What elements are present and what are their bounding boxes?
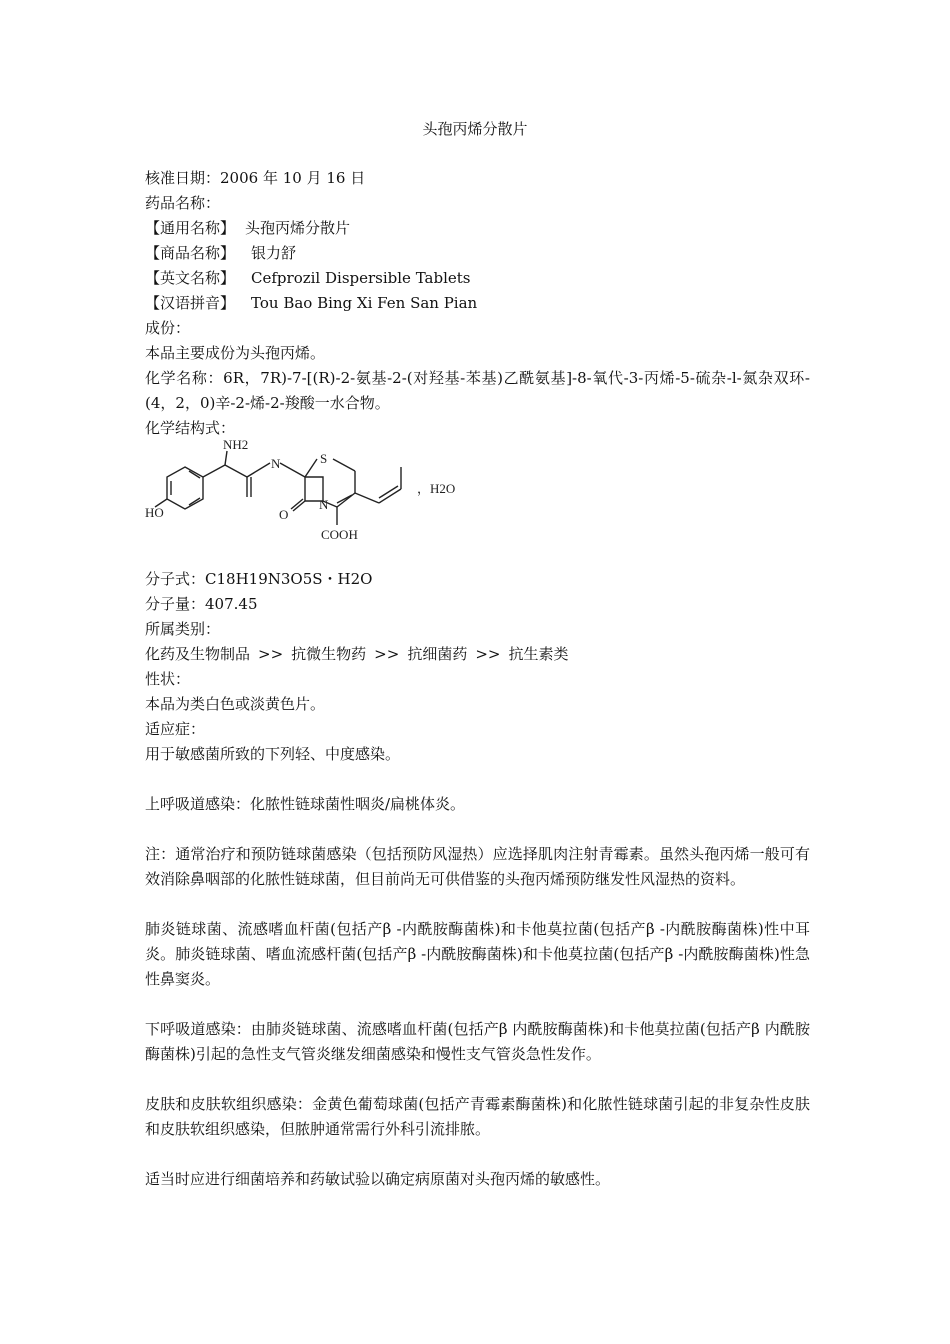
chemical-structure-figure	[145, 437, 810, 567]
indication-heading: 适应症：	[145, 720, 206, 738]
appearance-text: 本品为类白色或淡黄色片。	[145, 695, 326, 713]
category-item: 抗细菌药	[407, 645, 468, 663]
category-separator: >>	[374, 645, 400, 663]
label-s: S	[320, 451, 328, 466]
composition-heading: 成份：	[145, 319, 191, 337]
english-name-label: 【英文名称】	[145, 269, 236, 287]
molecular-formula: 分子式：C18H19N3O5S・H2O	[145, 570, 373, 588]
category-separator: >>	[475, 645, 501, 663]
category-path	[145, 642, 810, 667]
category-item: 抗生素类	[508, 645, 569, 663]
trade-name-row	[145, 241, 810, 266]
generic-name-value: 头孢丙烯分散片	[245, 219, 351, 237]
english-name-value: Cefprozil Dispersible Tablets	[251, 269, 471, 287]
label-n-amide: N	[271, 456, 281, 471]
label-n-ring: N	[319, 497, 329, 512]
document-title: 头孢丙烯分散片	[422, 120, 528, 138]
pinyin-name-row	[145, 291, 810, 316]
paragraph: 皮肤和皮肤软组织感染：金黄色葡萄球菌(包括产青霉素酶菌株)和化脓性链球菌引起的非复杂性皮肤和皮肤软组织感染，但脓肿通常需行外科引流排脓。	[145, 1095, 810, 1138]
chemical-name: 化学名称：6R，7R)-7-[(R)-2-氨基-2-(对羟基-苯基)乙酰氨基]-8-氧代-3-丙烯-5-硫杂-l-氮杂双环-(4，2，0)辛-2-烯-2-羧酸一水合物。	[145, 369, 810, 412]
trade-name-value: 银力舒	[251, 244, 297, 262]
paragraph: 肺炎链球菌、流感嗜血杆菌(包括产β -内酰胺酶菌株)和卡他莫拉菌(包括产β -内酰胺酶菌株)性中耳炎。肺炎链球菌、嗜血流感杆菌(包括产β -内酰胺酶菌株)和卡他莫拉菌(包括产β -内酰胺酶菌株)性急性鼻窦炎。	[145, 920, 810, 988]
label-nh2: NH2	[223, 437, 249, 452]
label-h2o: ，H2O	[417, 481, 456, 496]
approval-date: 核准日期：2006 年 10 月 16 日	[145, 169, 366, 187]
composition-text: 本品主要成份为头孢丙烯。	[145, 344, 326, 362]
label-o: O	[279, 507, 289, 522]
drug-name-heading: 药品名称：	[145, 194, 221, 212]
category-item: 抗微生物药	[291, 645, 367, 663]
pinyin-name-label: 【汉语拼音】	[145, 294, 236, 312]
document-body	[145, 166, 810, 1192]
category-heading: 所属类别：	[145, 620, 221, 638]
category-separator: >>	[258, 645, 284, 663]
generic-name-row	[145, 216, 810, 241]
molecular-weight: 分子量：407.45	[145, 595, 258, 613]
label-cooh: COOH	[321, 527, 358, 542]
paragraph: 上呼吸道感染：化脓性链球菌性咽炎/扁桃体炎。	[145, 795, 466, 813]
label-ho: HO	[145, 505, 164, 520]
category-item: 化药及生物制品	[145, 645, 251, 663]
appearance-heading: 性状：	[145, 670, 191, 688]
english-name-row	[145, 266, 810, 291]
structure-heading: 化学结构式：	[145, 419, 236, 437]
paragraph: 下呼吸道感染：由肺炎链球菌、流感嗜血杆菌(包括产β 内酰胺酶菌株)和卡他莫拉菌(包括产β 内酰胺酶菌株)引起的急性支气管炎继发细菌感染和慢性支气管炎急性发作。	[145, 1020, 810, 1063]
paragraph: 注：通常治疗和预防链球菌感染（包括预防风湿热）应选择肌肉注射青霉素。虽然头孢丙烯一般可有效消除鼻咽部的化脓性链球菌，但目前尚无可供借鉴的头孢丙烯预防继发性风湿热的资料。	[145, 845, 810, 888]
indication-intro: 用于敏感菌所致的下列轻、中度感染。	[145, 745, 401, 763]
trade-name-label: 【商品名称】	[145, 244, 236, 262]
generic-name-label: 【通用名称】	[145, 219, 236, 237]
pinyin-name-value: Tou Bao Bing Xi Fen San Pian	[251, 294, 478, 312]
phenol-ring	[167, 467, 203, 509]
chemical-structure-diagram	[145, 437, 485, 567]
paragraph: 适当时应进行细菌培养和药敏试验以确定病原菌对头孢丙烯的敏感性。	[145, 1170, 611, 1188]
